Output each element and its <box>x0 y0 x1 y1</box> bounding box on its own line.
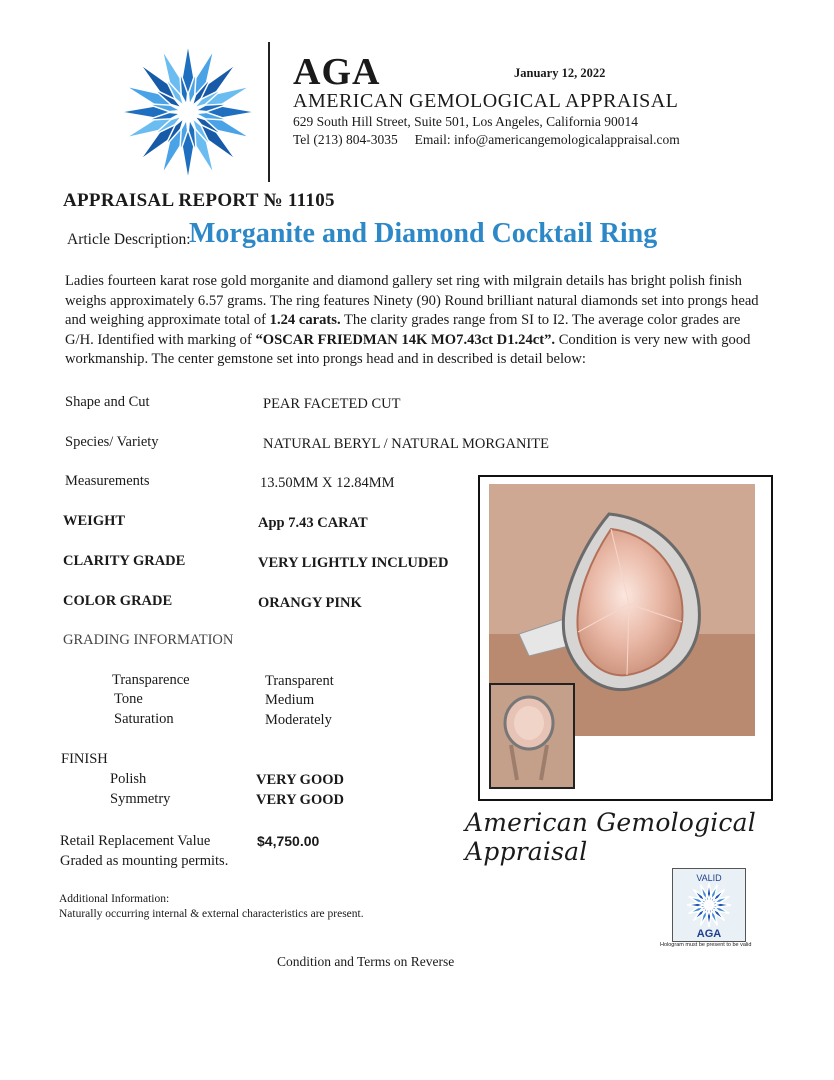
description-carats: 1.24 carats. <box>269 312 341 328</box>
transparence-value: Transparent <box>265 673 334 689</box>
saturation-label: Saturation <box>114 711 174 727</box>
signature: American Gemological Appraisal <box>465 808 756 866</box>
species-value: NATURAL BERYL / NATURAL MORGANITE <box>263 436 549 452</box>
saturation-value: Moderately <box>265 712 332 728</box>
graded-note: Graded as mounting permits. <box>60 853 229 869</box>
terms-footer: Condition and Terms on Reverse <box>277 954 455 969</box>
ring-thumbnail <box>489 683 575 789</box>
header-divider <box>268 42 270 182</box>
company-name: AMERICAN GEMOLOGICAL APPRAISAL <box>293 90 679 112</box>
polish-label: Polish <box>110 771 147 787</box>
hologram-seal <box>672 868 746 942</box>
hologram-note: Hologram must be present to be valid <box>660 942 752 948</box>
description-marking: “OSCAR FRIEDMAN 14K MO7.43ct D1.24ct”. <box>255 331 556 348</box>
species-label: Species/ Variety <box>65 434 159 450</box>
weight-value: App 7.43 CARAT <box>258 515 368 531</box>
retail-value-amount: $4,750.00 <box>257 833 320 849</box>
measurements-value: 13.50MM X 12.84MM <box>260 475 395 491</box>
article-label: Article Description: <box>67 231 191 248</box>
finish-label: FINISH <box>61 751 108 767</box>
retail-value-label: Retail Replacement Value <box>60 833 211 849</box>
shape-label: Shape and Cut <box>65 394 150 410</box>
additional-text: Naturally occurring internal & external characteristics are present. <box>59 908 364 920</box>
description-part1: Ladies fourteen karat rose gold morganite and diamond gallery set ring with milgrain details has bright polish finish weighs approximately 6.57 grams. The ring features Ninety (90) Round brilliant natural diamonds set into prongs head and weighing approximate total of <box>65 273 759 328</box>
hologram-aga-text: AGA <box>696 928 722 940</box>
additional-heading: Additional Information: <box>59 893 170 905</box>
description-paragraph <box>65 272 770 370</box>
tone-value: Medium <box>265 692 315 708</box>
company-address: 629 South Hill Street, Suite 501, Los Angeles, California 90014 <box>293 114 638 129</box>
brand-short: AGA <box>293 51 381 93</box>
grading-heading: GRADING INFORMATION <box>63 632 234 648</box>
color-label: COLOR GRADE <box>63 593 173 609</box>
clarity-label: CLARITY GRADE <box>63 553 186 569</box>
symmetry-label: Symmetry <box>110 791 171 807</box>
transparence-label: Transparence <box>112 672 190 688</box>
polish-value: VERY GOOD <box>256 772 344 788</box>
color-value: ORANGY PINK <box>258 595 362 611</box>
measurements-label: Measurements <box>65 473 150 489</box>
clarity-value: VERY LIGHTLY INCLUDED <box>258 555 449 571</box>
report-number: APPRAISAL REPORT № 11105 <box>63 190 335 211</box>
star-burst-logo-icon <box>118 42 258 182</box>
symmetry-value: VERY GOOD <box>256 792 344 808</box>
description-part2: The clarity grades range from SI to I2. The average color grades are G/H. Identified with marking of <box>65 312 741 348</box>
shape-value: PEAR FACETED CUT <box>263 396 401 412</box>
description-part3: Condition is very new with good workmanship. The center gemstone set into prongs head and in described is detail below: <box>65 331 751 367</box>
report-date: January 12, 2022 <box>514 66 606 80</box>
tone-label: Tone <box>114 691 143 707</box>
weight-label: WEIGHT <box>63 513 126 529</box>
hologram-valid-text: VALID <box>696 873 722 883</box>
company-contact: Tel (213) 804-3035 Email: info@americangemologicalappraisal.com <box>293 132 680 147</box>
article-title: Morganite and Diamond Cocktail Ring <box>189 218 658 249</box>
